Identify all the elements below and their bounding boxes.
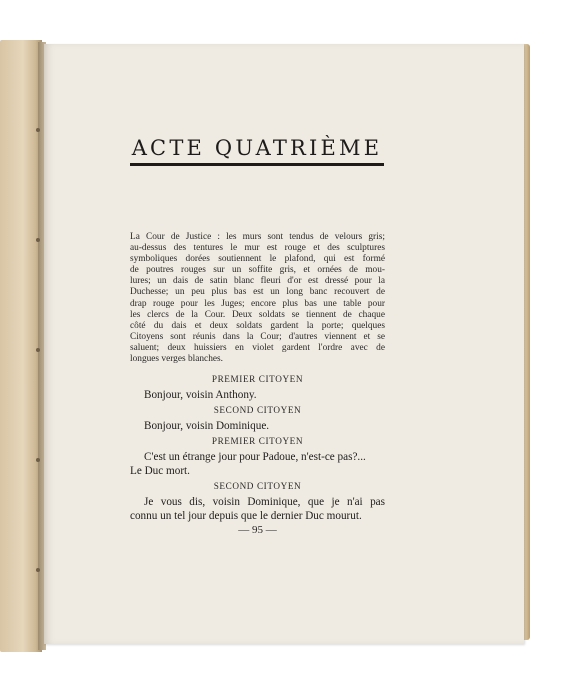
stage-direction-line: Citoyens sont réunis dans la Cour; d'autres viennent et se: [130, 331, 385, 342]
stage-direction-line: Duchesse; un peu plus bas est un long banc recouvert de: [130, 287, 385, 298]
dialogue-line: Bonjour, voisin Anthony.: [144, 389, 257, 401]
stage-direction-line: symboliques dorées soutiennent le plafond, qui est formé: [130, 254, 385, 265]
binding-stitch: [36, 238, 40, 242]
stage-direction-line: longues verges blanches.: [130, 354, 223, 365]
dialogue-line: Le Duc mort.: [130, 465, 190, 477]
stage-direction-line: saluent; deux huissiers en violet gardent l'ordre avec de: [130, 342, 385, 353]
left-page-edge: [0, 40, 42, 652]
dialogue-line: Bonjour, voisin Dominique.: [144, 420, 270, 432]
stage-direction-line: côté du dais et deux soldats gardent la porte; quelques: [130, 320, 385, 331]
speaker-name: PREMIER CITOYEN: [211, 436, 304, 446]
dialogue-line: Je vous dis, voisin Dominique, que je n'ai pas: [144, 496, 385, 508]
speaker-name: SECOND CITOYEN: [213, 405, 302, 415]
stage-direction: [130, 232, 385, 365]
binding-stitch: [36, 128, 40, 132]
stage-direction-line: lures; un dais de satin blanc fleuri d'or est dressé pour la: [130, 276, 385, 287]
speaker-name: SECOND CITOYEN: [213, 481, 302, 491]
dialogue-line: C'est un étrange jour pour Padoue, n'est-ce pas?...: [144, 451, 366, 463]
stage-direction-line: drap rouge pour les Juges; encore plus bas une table pour: [130, 298, 385, 309]
title-underline: [130, 163, 384, 166]
stage-direction-line: La Cour de Justice : les murs sont tendus de velours gris;: [130, 232, 385, 242]
binding-stitch: [36, 458, 40, 462]
page-number: — 95 —: [238, 524, 277, 536]
speaker-name: PREMIER CITOYEN: [211, 374, 304, 384]
act-title: ACTE QUATRIÈME: [131, 136, 383, 160]
stage-direction-line: les clercs de la Cour. Deux soldats se tiennent de chaque: [130, 309, 385, 320]
stage-direction-line: de poutres rouges sur un soffite gris, et ornées de mou-: [130, 265, 385, 276]
binding-stitch: [36, 348, 40, 352]
dialogue-line: connu un tel jour depuis que le dernier Duc mourut.: [130, 510, 362, 522]
stage-direction-line: au-dessus des tentures le mur est rouge et des sculptures: [130, 243, 385, 254]
binding-stitch: [36, 568, 40, 572]
